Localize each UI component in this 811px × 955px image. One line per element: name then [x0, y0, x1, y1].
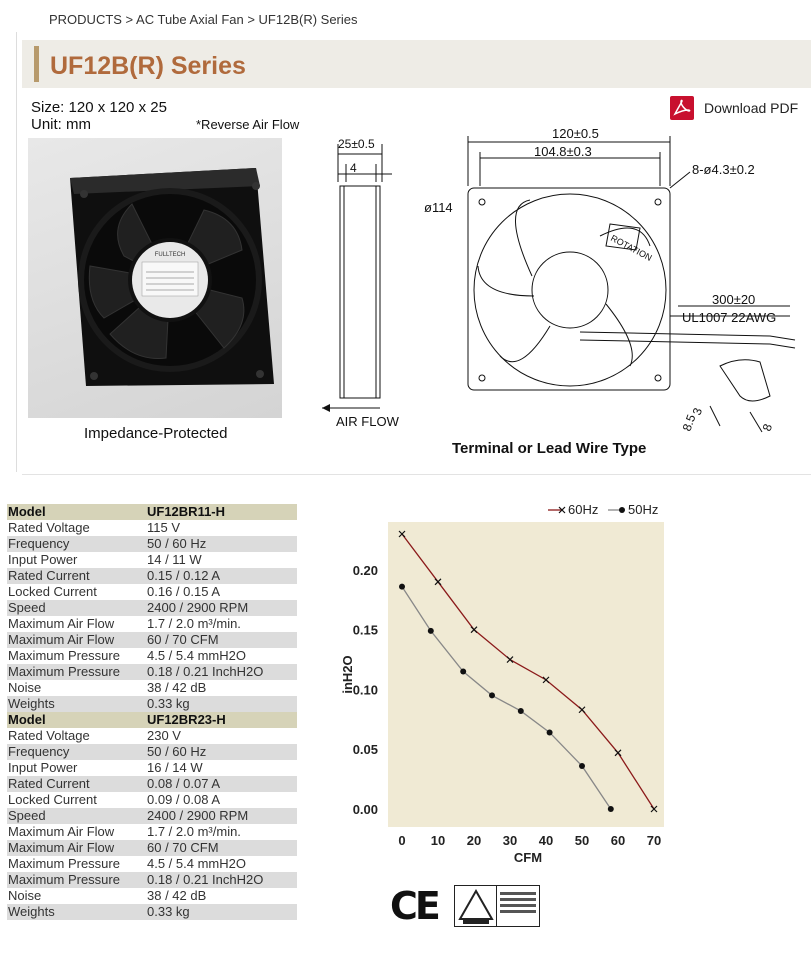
spec-key: Maximum Pressure: [8, 648, 120, 663]
spec-key: Maximum Pressure: [8, 856, 120, 871]
data-point: [518, 708, 524, 714]
spec-value: 0.33 kg: [147, 696, 190, 711]
legend-label: 60Hz: [568, 502, 599, 517]
spec-key: Rated Current: [8, 776, 90, 791]
y-tick-label: 0.15: [352, 622, 378, 638]
data-point: [428, 628, 434, 634]
data-point: [399, 584, 405, 590]
spec-key: Maximum Air Flow: [8, 616, 115, 631]
spec-key: Noise: [8, 680, 42, 695]
spec-row: [7, 840, 297, 856]
product-photo: [28, 138, 282, 418]
pq-chart: [330, 500, 675, 875]
y-axis-label: inH2O: [340, 655, 355, 694]
spec-key: Weights: [8, 904, 55, 919]
spec-row: [7, 808, 297, 824]
spec-key: Rated Current: [8, 568, 90, 583]
spec-row: [7, 664, 297, 680]
spec-value: 1.7 / 2.0 m³/min.: [147, 616, 241, 631]
spec-row: [7, 520, 297, 536]
x-tick-label: 70: [646, 833, 662, 848]
tuv-mark-icon: [454, 885, 540, 927]
y-tick-label: 0.05: [352, 742, 378, 758]
x-tick-label: 0: [398, 833, 406, 848]
spec-value: 115 V: [147, 520, 181, 535]
spec-model-row: [7, 504, 297, 520]
x-tick-label: 30: [502, 833, 518, 848]
spec-value: 0.18 / 0.21 InchH2O: [147, 664, 264, 679]
dimension-drawing: [310, 126, 805, 466]
spec-value: 38 / 42 dB: [147, 888, 207, 903]
dim-hole-spacing: 104.8±0.3: [534, 144, 592, 159]
unit-text: Unit: mm: [31, 116, 91, 133]
rotation-label: ROTATION: [609, 232, 654, 263]
plot-area: [388, 522, 664, 827]
dim-d1: 3: [689, 405, 706, 418]
left-divider: [16, 32, 17, 472]
spec-row: [7, 792, 297, 808]
spec-value: 0.09 / 0.08 A: [147, 792, 221, 807]
spec-value: 0.15 / 0.12 A: [147, 568, 221, 583]
dim-lead-length: 300±20: [712, 292, 756, 307]
spec-row: [7, 696, 297, 712]
dim-flange: 4: [350, 161, 357, 175]
spec-key: Maximum Air Flow: [8, 840, 115, 855]
dim-d3: 8: [759, 421, 776, 434]
x-tick-label: 60: [610, 833, 626, 848]
spec-row: [7, 600, 297, 616]
page-title: UF12B(R) Series: [50, 52, 246, 80]
spec-row: [7, 888, 297, 904]
spec-row: [7, 568, 297, 584]
reverse-air-flow-note: *Reverse Air Flow: [196, 117, 300, 132]
pdf-icon: [670, 96, 694, 120]
legend-marker: [619, 507, 625, 513]
spec-row: [7, 632, 297, 648]
spec-key: Weights: [8, 696, 55, 711]
x-tick-label: 20: [466, 833, 482, 848]
x-axis-label: CFM: [513, 850, 543, 865]
spec-key: Model: [8, 504, 46, 519]
spec-key: Maximum Pressure: [8, 872, 120, 887]
data-point: [547, 729, 553, 735]
spec-value: 2400 / 2900 RPM: [147, 600, 249, 615]
spec-row: [7, 760, 297, 776]
spec-value: 0.16 / 0.15 A: [147, 584, 221, 599]
spec-row: [7, 856, 297, 872]
dim-width: 120±0.5: [552, 126, 599, 141]
spec-value: UF12BR23-H: [147, 712, 226, 727]
spec-row: [7, 904, 297, 920]
spec-value: 1.7 / 2.0 m³/min.: [147, 824, 241, 839]
spec-key: Locked Current: [8, 792, 97, 807]
spec-key: Speed: [8, 600, 46, 615]
spec-key: Frequency: [8, 744, 70, 759]
data-point: [460, 669, 466, 675]
spec-value: 0.18 / 0.21 InchH2O: [147, 872, 264, 887]
x-tick-label: 40: [538, 833, 554, 848]
spec-key: Maximum Air Flow: [8, 824, 115, 839]
y-tick-label: 0.20: [352, 562, 378, 578]
certifications: [390, 884, 540, 928]
spec-value: 4.5 / 5.4 mmH2O: [147, 856, 246, 871]
download-pdf-link[interactable]: [670, 96, 798, 120]
data-point: [608, 806, 614, 812]
wire-spec: UL1007 22AWG: [682, 310, 777, 325]
spec-key: Input Power: [8, 760, 78, 775]
spec-key: Rated Voltage: [8, 728, 90, 743]
data-point: [579, 763, 585, 769]
photo-label: FULLTECH: [154, 252, 186, 258]
spec-value: 60 / 70 CFM: [147, 840, 219, 855]
spec-key: Frequency: [8, 536, 70, 551]
spec-key: Speed: [8, 808, 46, 823]
spec-row: [7, 536, 297, 552]
size-text: Size: 120 x 120 x 25: [31, 99, 167, 116]
spec-row: [7, 680, 297, 696]
spec-key: Model: [8, 712, 46, 727]
spec-key: Maximum Pressure: [8, 664, 120, 679]
spec-row: [7, 552, 297, 568]
spec-row: [7, 648, 297, 664]
ce-mark-icon: CE: [390, 884, 438, 928]
spec-row: [7, 728, 297, 744]
spec-value: 0.08 / 0.07 A: [147, 776, 221, 791]
spec-key: Maximum Air Flow: [8, 632, 115, 647]
spec-value: 2400 / 2900 RPM: [147, 808, 249, 823]
spec-row: [7, 776, 297, 792]
spec-row: [7, 744, 297, 760]
air-flow-label: AIR FLOW: [336, 414, 399, 429]
spec-row: [7, 584, 297, 600]
spec-value: 38 / 42 dB: [147, 680, 207, 695]
spec-table: [7, 504, 297, 920]
spec-value: 16 / 14 W: [147, 760, 203, 775]
x-tick-label: 50: [574, 833, 590, 848]
spec-value: 50 / 60 Hz: [147, 536, 207, 551]
spec-key: Locked Current: [8, 584, 97, 599]
title-accent: [34, 46, 39, 82]
caption-terminal: Terminal or Lead Wire Type: [452, 440, 647, 457]
breadcrumb[interactable]: PRODUCTS > AC Tube Axial Fan > UF12B(R) Series: [49, 12, 358, 27]
spec-key: Input Power: [8, 552, 78, 567]
caption-impedance: Impedance-Protected: [84, 425, 228, 442]
spec-model-row: [7, 712, 297, 728]
legend-label: 50Hz: [628, 502, 659, 517]
spec-value: UF12BR11-H: [147, 504, 226, 519]
spec-row: [7, 616, 297, 632]
y-tick-label: 0.10: [352, 682, 378, 698]
dim-depth: 25±0.5: [338, 137, 375, 151]
data-point: [489, 692, 495, 698]
dim-holes: 8-ø4.3±0.2: [692, 162, 755, 177]
spec-value: 60 / 70 CFM: [147, 632, 219, 647]
spec-value: 14 / 11 W: [147, 552, 202, 567]
spec-value: 50 / 60 Hz: [147, 744, 207, 759]
spec-value: 230 V: [147, 728, 181, 743]
spec-row: [7, 872, 297, 888]
spec-row: [7, 824, 297, 840]
spec-key: Noise: [8, 888, 42, 903]
spec-value: 0.33 kg: [147, 904, 190, 919]
section-divider: [22, 474, 811, 475]
dim-diameter: ø114: [424, 200, 453, 215]
download-pdf-label: Download PDF: [704, 100, 799, 116]
spec-key: Rated Voltage: [8, 520, 90, 535]
title-bar: [22, 40, 811, 88]
spec-value: 4.5 / 5.4 mmH2O: [147, 648, 246, 663]
dim-d2: 8.5: [679, 412, 699, 434]
y-tick-label: 0.00: [352, 802, 378, 817]
x-tick-label: 10: [430, 833, 446, 848]
